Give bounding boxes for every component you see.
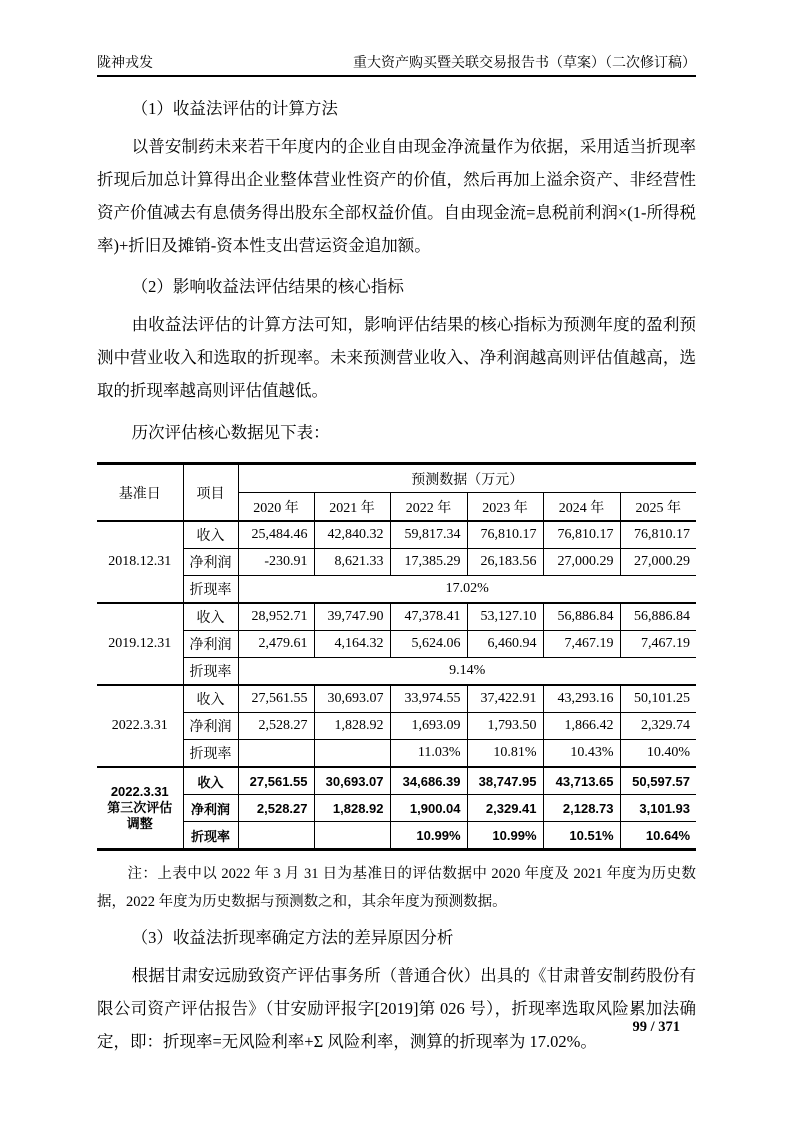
row-label: 折现率: [183, 576, 238, 604]
table-cell: 2,528.27: [238, 713, 314, 740]
table-cell: 50,101.25: [620, 685, 696, 713]
baseline-line: 调整: [126, 816, 153, 831]
table-cell: 43,713.65: [543, 767, 620, 795]
header-company-name: 陇神戎发: [97, 56, 153, 71]
discount-rate-value: 11.03%: [390, 740, 467, 768]
table-cell: 2,528.27: [238, 795, 314, 822]
income-row-adjusted: [97, 767, 696, 795]
heading-core-indicators: （2）影响收益法评估结果的核心指标: [131, 277, 404, 296]
table-cell: 30,693.07: [314, 767, 390, 795]
table-cell: 6,460.94: [467, 631, 543, 658]
table-cell: 7,467.19: [620, 631, 696, 658]
heading-discount-rate-analysis: （3）收益法折现率确定方法的差异原因分析: [131, 928, 454, 947]
table-cell: 1,828.92: [314, 795, 390, 822]
income-row: [97, 603, 696, 631]
discount-rate-value: [314, 822, 390, 850]
discount-rate-value: 10.64%: [620, 822, 696, 850]
table-cell: 43,293.16: [543, 685, 620, 713]
table-cell: 2,329.74: [620, 713, 696, 740]
row-label: 净利润: [183, 713, 238, 740]
discount-rate-row: [97, 576, 696, 604]
table-cell: 27,000.29: [620, 549, 696, 576]
table-cell: 1,866.42: [543, 713, 620, 740]
table-cell: 56,886.84: [543, 603, 620, 631]
income-row: [97, 521, 696, 549]
baseline-line: 第三次评估: [107, 800, 173, 815]
table-footnote: 注：上表中以 2022 年 3 月 31 日为基准日的评估数据中 2020 年度及 2021 年度为历史数据，2022 年度为历史数据与预测数之和，其余年度为预测数据。: [97, 866, 696, 910]
table-cell: 50,597.57: [620, 767, 696, 795]
col-header-year: 2025 年: [620, 493, 696, 522]
table-cell: 76,810.17: [620, 521, 696, 549]
discount-rate-value: [238, 740, 314, 768]
table-cell: 39,747.90: [314, 603, 390, 631]
discount-rate-value: 17.02%: [238, 576, 696, 604]
row-label: 净利润: [183, 631, 238, 658]
col-header-year: 2024 年: [543, 493, 620, 522]
table-cell: 34,686.39: [390, 767, 467, 795]
table-cell: 30,693.07: [314, 685, 390, 713]
row-label: 折现率: [183, 822, 238, 850]
table-cell: 28,952.71: [238, 603, 314, 631]
table-cell: 8,621.33: [314, 549, 390, 576]
table-cell: 2,128.73: [543, 795, 620, 822]
row-label: 净利润: [183, 795, 238, 822]
page-content: [97, 97, 696, 1058]
table-intro-line: 历次评估核心数据见下表：: [131, 423, 330, 442]
header-document-title: 重大资产购买暨关联交易报告书（草案）（二次修订稿）: [353, 56, 696, 71]
table-cell: 2,479.61: [238, 631, 314, 658]
table-cell: 4,164.32: [314, 631, 390, 658]
col-header-year: 2023 年: [467, 493, 543, 522]
table-cell: 1,793.50: [467, 713, 543, 740]
page-number: 99 / 371: [632, 1019, 680, 1035]
row-label: 折现率: [183, 658, 238, 686]
discount-rate-value: 10.99%: [467, 822, 543, 850]
col-header-item: 项目: [183, 464, 238, 522]
table-cell: 76,810.17: [467, 521, 543, 549]
table-cell: 53,127.10: [467, 603, 543, 631]
table-cell: 3,101.93: [620, 795, 696, 822]
row-label: 净利润: [183, 549, 238, 576]
discount-rate-value: [314, 740, 390, 768]
table-cell: 7,467.19: [543, 631, 620, 658]
row-label: 收入: [183, 521, 238, 549]
baseline-date-cell: 2019.12.31: [97, 603, 183, 685]
table-cell: 59,817.34: [390, 521, 467, 549]
profit-row: [97, 631, 696, 658]
paragraph-core-indicators: 由收益法评估的计算方法可知，影响评估结果的核心指标为预测年度的盈利预测中营业收入和选取的折现率。未来预测营业收入、净利润越高则评估值越高，选取的折现率越高则评估值越低。: [97, 315, 696, 400]
table-cell: 37,422.91: [467, 685, 543, 713]
paragraph-discount-rate-analysis: 根据甘肃安远励致资产评估事务所（普通合伙）出具的《甘肃普安制药股份有限公司资产评估报告》（甘安励评报字[2019]第 026 号），折现率选取风险累加法确定，即：折现率=无风险利率+Σ 风险利率，测算的折现率为 17.02%。: [97, 966, 696, 1051]
discount-rate-value: 10.99%: [390, 822, 467, 850]
profit-row: [97, 549, 696, 576]
table-cell: 27,561.55: [238, 685, 314, 713]
discount-rate-value: 10.40%: [620, 740, 696, 768]
discount-rate-row-adjusted: [97, 822, 696, 850]
profit-row-adjusted: [97, 795, 696, 822]
discount-rate-value: 10.43%: [543, 740, 620, 768]
discount-rate-value: 10.51%: [543, 822, 620, 850]
table-cell: -230.91: [238, 549, 314, 576]
baseline-date-cell: 2022.3.31: [97, 685, 183, 767]
income-row: [97, 685, 696, 713]
col-header-year: 2022 年: [390, 493, 467, 522]
col-header-year: 2020 年: [238, 493, 314, 522]
table-cell: 42,840.32: [314, 521, 390, 549]
table-cell: 17,385.29: [390, 549, 467, 576]
table-cell: 56,886.84: [620, 603, 696, 631]
table-cell: 1,693.09: [390, 713, 467, 740]
heading-calculation-method: （1）收益法评估的计算方法: [131, 99, 338, 118]
table-cell: 27,561.55: [238, 767, 314, 795]
table-cell: 2,329.41: [467, 795, 543, 822]
table-cell: 1,828.92: [314, 713, 390, 740]
profit-row: [97, 713, 696, 740]
col-header-year: 2021 年: [314, 493, 390, 522]
running-header: [97, 0, 696, 77]
baseline-line: 2022.3.31: [110, 784, 169, 799]
discount-rate-row: [97, 658, 696, 686]
discount-rate-row: [97, 740, 696, 768]
discount-rate-value: 9.14%: [238, 658, 696, 686]
discount-rate-value: [238, 822, 314, 850]
baseline-date-cell: [97, 767, 183, 850]
row-label: 收入: [183, 603, 238, 631]
row-label: 折现率: [183, 740, 238, 768]
paragraph-calculation-method: 以普安制药未来若干年度内的企业自由现金净流量作为依据，采用适当折现率折现后加总计算得出企业整体营业性资产的价值，然后再加上溢余资产、非经营性资产价值减去有息债务得出股东全部权益价值。自由现金流=息税前利润×(1-所得税率)+折旧及摊销-资本性支出营运资金追加额。: [97, 137, 696, 255]
col-header-forecast-data: 预测数据（万元）: [238, 464, 696, 493]
table-cell: 5,624.06: [390, 631, 467, 658]
table-cell: 33,974.55: [390, 685, 467, 713]
table-cell: 76,810.17: [543, 521, 620, 549]
col-header-baseline-date: 基准日: [97, 464, 183, 522]
table-cell: 27,000.29: [543, 549, 620, 576]
evaluation-data-table: [97, 462, 696, 851]
table-cell: 1,900.04: [390, 795, 467, 822]
table-header-row-1: [97, 464, 696, 493]
table-cell: 38,747.95: [467, 767, 543, 795]
row-label: 收入: [183, 685, 238, 713]
table-cell: 47,378.41: [390, 603, 467, 631]
table-cell: 26,183.56: [467, 549, 543, 576]
baseline-date-cell: 2018.12.31: [97, 521, 183, 603]
table-cell: 25,484.46: [238, 521, 314, 549]
row-label: 收入: [183, 767, 238, 795]
discount-rate-value: 10.81%: [467, 740, 543, 768]
